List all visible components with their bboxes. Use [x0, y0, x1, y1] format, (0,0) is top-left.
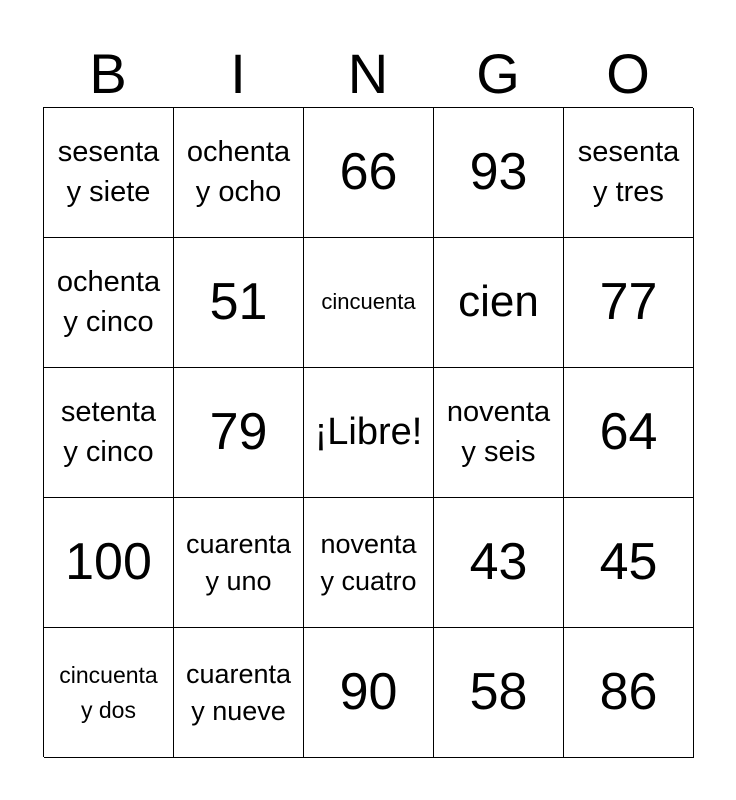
cell-text: 64 — [599, 402, 658, 461]
cell-text: 100 — [65, 532, 152, 591]
bingo-cell-r1-c1[interactable] — [44, 108, 174, 238]
bingo-cell-r1-c2[interactable] — [174, 108, 304, 238]
bingo-cell-r3-c1[interactable] — [44, 368, 174, 498]
header-letter-b: B — [89, 42, 127, 105]
bingo-cell-r3-c2[interactable] — [174, 368, 304, 498]
cell-text: 93 — [469, 142, 528, 201]
cell-text: sesenta y siete — [57, 136, 160, 208]
bingo-cell-r4-c1[interactable] — [44, 498, 174, 628]
bingo-cell-r2-c3[interactable] — [304, 238, 434, 368]
cell-text: 43 — [469, 532, 528, 591]
bingo-cell-r5-c2[interactable] — [174, 628, 304, 758]
cell-text: 90 — [339, 662, 398, 721]
bingo-cell-r1-c3[interactable] — [304, 108, 434, 238]
bingo-cell-r3-c3-free[interactable] — [304, 368, 434, 498]
cell-text: noventa y cuatro — [320, 529, 417, 596]
cell-text: 77 — [599, 272, 658, 331]
cell-text: 51 — [209, 272, 268, 331]
bingo-cell-r1-c5[interactable] — [564, 108, 694, 238]
bingo-cell-r5-c5[interactable] — [564, 628, 694, 758]
cell-text: 79 — [209, 402, 268, 461]
bingo-cell-r5-c4[interactable] — [434, 628, 564, 758]
cell-text: noventa y seis — [446, 396, 551, 468]
bingo-cell-r5-c1[interactable] — [44, 628, 174, 758]
cell-text: ochenta y cinco — [56, 266, 161, 338]
bingo-cell-r3-c4[interactable] — [434, 368, 564, 498]
cell-text: 66 — [339, 142, 398, 201]
cell-text: setenta y cinco — [60, 396, 157, 468]
bingo-cell-r3-c5[interactable] — [564, 368, 694, 498]
cell-text: cuarenta y uno — [185, 529, 292, 596]
bingo-cell-r4-c2[interactable] — [174, 498, 304, 628]
bingo-header — [43, 40, 693, 108]
bingo-cell-r2-c5[interactable] — [564, 238, 694, 368]
header-letter-g: G — [476, 42, 520, 105]
cell-text: 45 — [599, 532, 658, 591]
header-letter-o: O — [606, 42, 650, 105]
bingo-cell-r5-c3[interactable] — [304, 628, 434, 758]
bingo-cell-r4-c5[interactable] — [564, 498, 694, 628]
cell-text: 58 — [469, 662, 528, 721]
free-space-text: ¡Libre! — [314, 410, 423, 453]
bingo-cell-r2-c4[interactable] — [434, 238, 564, 368]
cell-text: ochenta y ocho — [186, 136, 291, 208]
bingo-cell-r4-c3[interactable] — [304, 498, 434, 628]
bingo-cell-r2-c2[interactable] — [174, 238, 304, 368]
header-letter-n: N — [347, 42, 389, 105]
bingo-cell-r2-c1[interactable] — [44, 238, 174, 368]
cell-text: cincuenta — [321, 289, 416, 315]
cell-text: cien — [458, 277, 539, 327]
bingo-cell-r4-c4[interactable] — [434, 498, 564, 628]
bingo-board — [43, 107, 693, 757]
cell-text: cuarenta y nueve — [185, 659, 292, 726]
cell-text: cincuenta y dos — [59, 662, 158, 723]
cell-text: sesenta y tres — [577, 136, 680, 208]
header-letter-i: I — [230, 42, 246, 105]
cell-text: 86 — [599, 662, 658, 721]
bingo-cell-r1-c4[interactable] — [434, 108, 564, 238]
